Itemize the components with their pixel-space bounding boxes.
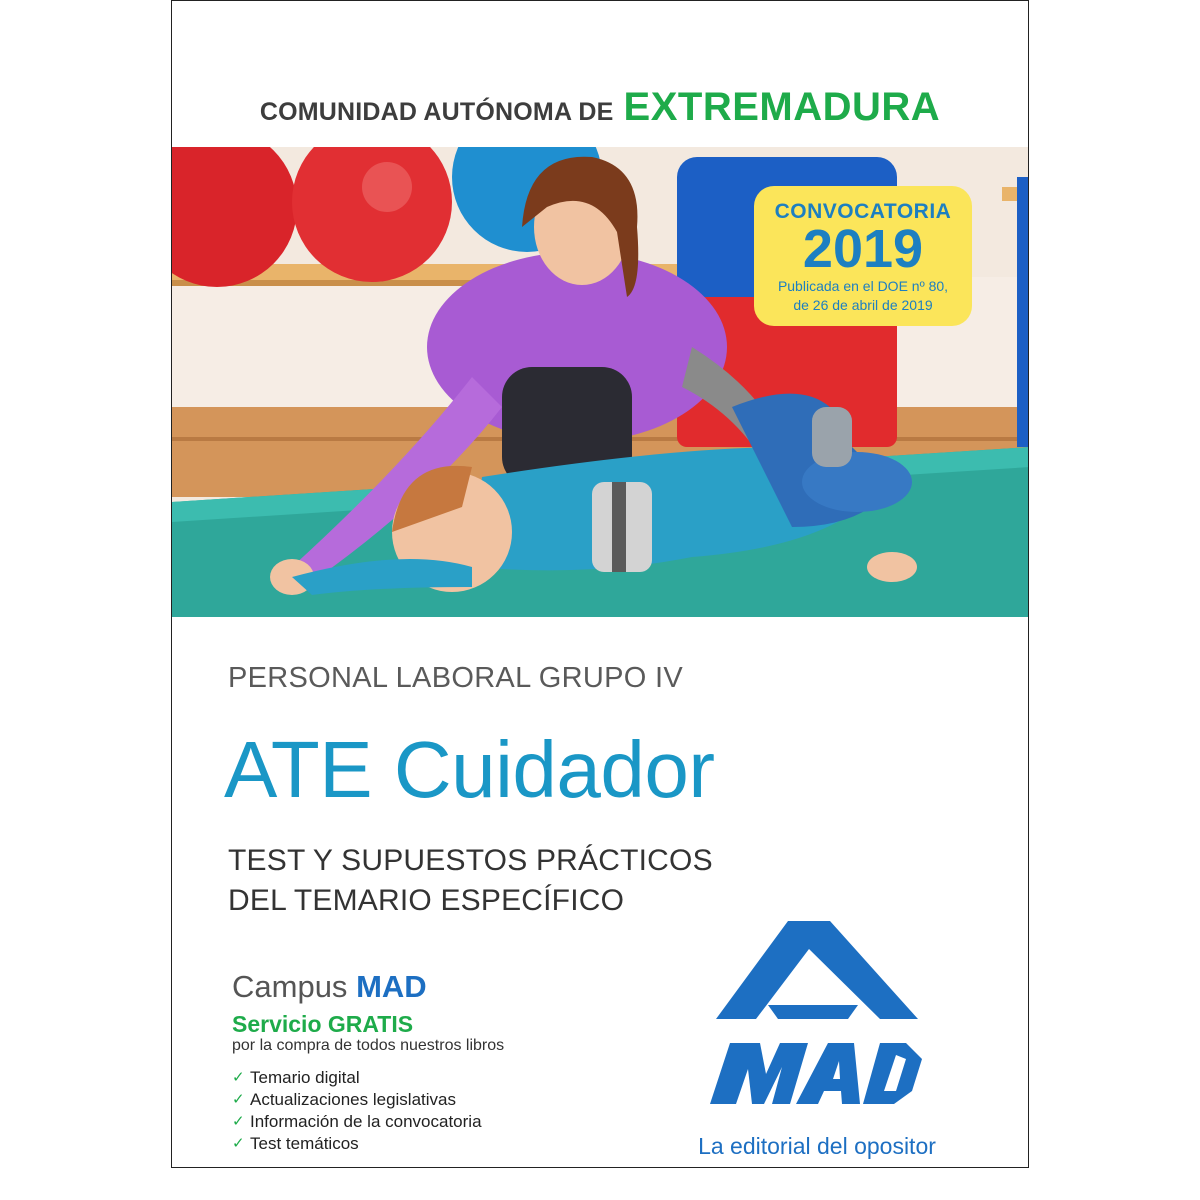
- badge-year: 2019: [802, 219, 924, 279]
- region-name: EXTREMADURA: [623, 85, 941, 129]
- book-cover: [171, 0, 1029, 1168]
- badge-note-line1: Publicada en el DOE nº 80,: [777, 278, 949, 294]
- feature-label: Temario digital: [250, 1068, 360, 1087]
- campus-features-list: [232, 1067, 612, 1155]
- list-item: [232, 1133, 612, 1155]
- badge-label: CONVOCATORIA: [774, 200, 952, 223]
- check-icon: ✓: [232, 1113, 245, 1130]
- badge-note-line2: de 26 de abril de 2019: [793, 297, 933, 313]
- list-item: [232, 1067, 612, 1089]
- feature-label: Actualizaciones legislativas: [250, 1090, 456, 1109]
- campus-title-brand: MAD: [356, 969, 427, 1004]
- list-item: [232, 1111, 612, 1133]
- campus-subtext: por la compra de todos nuestros libros: [232, 1037, 505, 1054]
- description-line-2: DEL TEMARIO ESPECÍFICO: [228, 884, 625, 917]
- logo-triangle-icon: [716, 921, 918, 1019]
- region-prefix: COMUNIDAD AUTÓNOMA DE: [259, 98, 614, 126]
- feature-label: Test temáticos: [250, 1134, 359, 1153]
- book-description: [228, 841, 713, 921]
- check-icon: ✓: [232, 1069, 245, 1086]
- book-title: ATE Cuidador: [224, 725, 715, 814]
- campus-title-prefix: Campus: [232, 969, 348, 1004]
- mad-logo: [708, 919, 922, 1114]
- campus-block: [232, 969, 612, 1155]
- check-icon: ✓: [232, 1091, 245, 1108]
- logo-tagline: La editorial del opositor: [698, 1133, 936, 1159]
- campus-title: [232, 969, 612, 1005]
- list-item: [232, 1089, 612, 1111]
- campus-gratis: Servicio GRATIS: [232, 1011, 414, 1037]
- group-subtitle: PERSONAL LABORAL GRUPO IV: [228, 662, 683, 694]
- cover-header: [172, 85, 1028, 129]
- convocatoria-badge: [754, 186, 972, 326]
- feature-label: Información de la convocatoria: [250, 1112, 482, 1131]
- description-line-1: TEST Y SUPUESTOS PRÁCTICOS: [228, 844, 713, 877]
- check-icon: ✓: [232, 1135, 245, 1152]
